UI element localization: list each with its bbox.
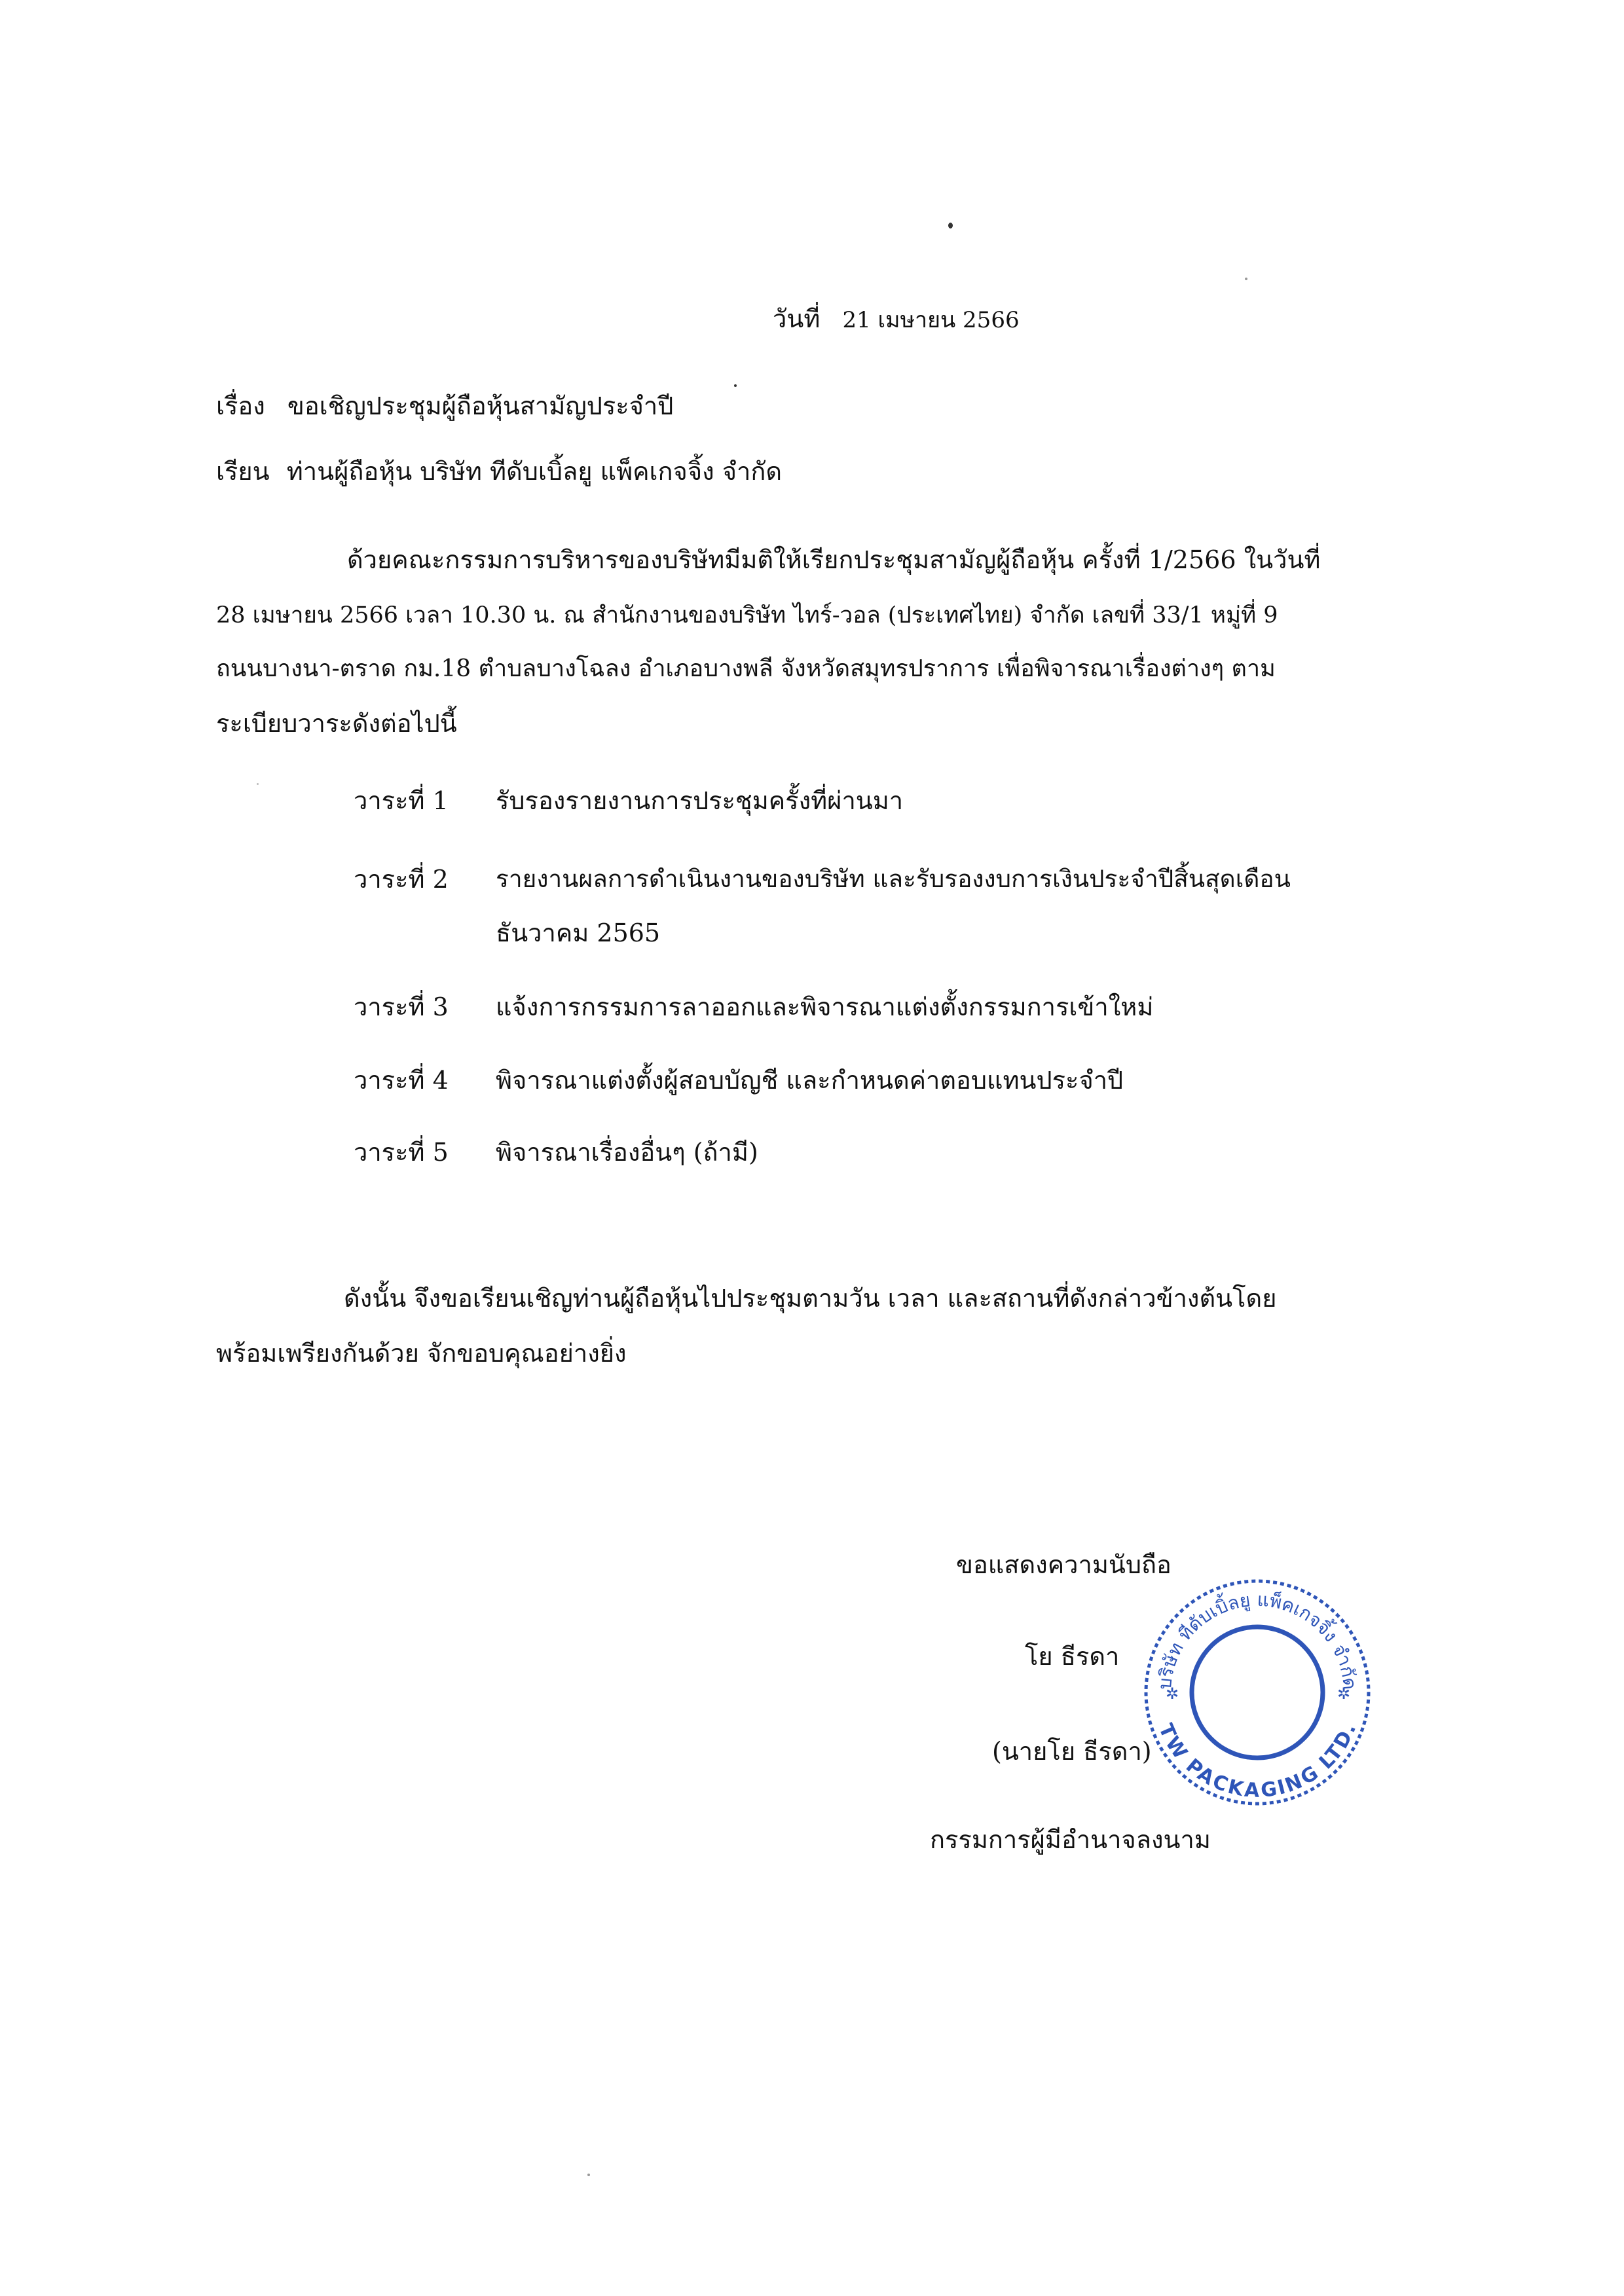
subject-line: [216, 390, 673, 422]
seal-star-icon: ✲: [1337, 1685, 1351, 1703]
closing-line: พร้อมเพรียงกันด้วย จักขอบคุณอย่างยิ่ง: [216, 1339, 627, 1368]
recipient-text: ท่านผู้ถือหุ้น บริษัท ทีดับเบิ้ลยู แพ็คเกจจิ้ง จำกัด: [286, 457, 783, 486]
recipient-label: เรียน: [216, 457, 270, 486]
agenda-text: แจ้งการกรรมการลาออกและพิจารณาแต่งตั้งกรรมการเข้าใหม่: [496, 993, 1154, 1021]
agenda-text: พิจารณาเรื่องอื่นๆ (ถ้ามี): [496, 1138, 758, 1167]
scan-speck: [734, 384, 737, 387]
seal-inner-ring: [1192, 1627, 1323, 1758]
scan-speck: [1245, 278, 1247, 280]
closing-line: ดังนั้น จึงขอเรียนเชิญท่านผู้ถือหุ้นไปประชุมตามวัน เวลา และสถานที่ดังกล่าวข้างต้นโดย: [344, 1284, 1277, 1313]
seal-thai-text: บริษัท ทีดับเบิ้ลยู แพ็คเกจจิ้ง จำกัด: [1153, 1588, 1361, 1691]
agenda-label: วาระที่ 1: [354, 786, 449, 815]
signature-salutation: ขอแสดงความนับถือ: [956, 1550, 1172, 1579]
scan-speck: [587, 2174, 590, 2176]
agenda-text: รายงานผลการดำเนินงานของบริษัท และรับรองงบการเงินประจำปีสิ้นสุดเดือน: [496, 865, 1291, 893]
seal-star-icon: ✲: [1166, 1685, 1179, 1703]
company-seal: [1139, 1575, 1375, 1810]
subject-text: ขอเชิญประชุมผู้ถือหุ้นสามัญประจำปี: [287, 392, 674, 420]
recipient-line: [216, 455, 782, 488]
seal-outer-ring: [1146, 1581, 1369, 1804]
intro-line: ด้วยคณะกรรมการบริหารของบริษัทมีมติให้เรียกประชุมสามัญผู้ถือหุ้น ครั้งที่ 1/2566 ในวันที่: [347, 545, 1321, 574]
seal-english-text: TW PACKAGING LTD.: [1153, 1720, 1361, 1802]
intro-line: 28 เมษายน 2566 เวลา 10.30 น. ณ สำนักงานของบริษัท ไทร์-วอล (ประเทศไทย) จำกัด เลขที่ 33/1 หมู่ที่ 9: [216, 602, 1278, 629]
date-value: 21 เมษายน 2566: [842, 307, 1020, 333]
agenda-text: ธันวาคม 2565: [496, 919, 661, 947]
agenda-label: วาระที่ 5: [354, 1138, 449, 1167]
agenda-label: วาระที่ 2: [354, 865, 449, 894]
scan-speck: [948, 223, 953, 228]
signature-signed-name: โย ธีรดา: [1025, 1642, 1120, 1671]
scan-speck: [257, 783, 259, 785]
agenda-text: พิจารณาแต่งตั้งผู้สอบบัญชี และกำหนดค่าตอบแทนประจำปี: [496, 1066, 1124, 1095]
intro-line: ระเบียบวาระดังต่อไปนี้: [216, 709, 457, 738]
agenda-text: รับรองรายงานการประชุมครั้งที่ผ่านมา: [496, 786, 904, 815]
agenda-label: วาระที่ 4: [354, 1066, 449, 1095]
date-label: วันที่: [773, 304, 821, 333]
date-line: [773, 302, 1020, 337]
intro-line: ถนนบางนา-ตราด กม.18 ตำบลบางโฉลง อำเภอบางพลี จังหวัดสมุทรปราการ เพื่อพิจารณาเรื่องต่างๆ ตาม: [216, 655, 1276, 682]
subject-label: เรื่อง: [216, 392, 265, 420]
signature-printed-name: (นายโย ธีรดา): [992, 1737, 1152, 1766]
agenda-label: วาระที่ 3: [354, 993, 449, 1021]
signature-position: กรรมการผู้มีอำนาจลงนาม: [930, 1825, 1211, 1854]
